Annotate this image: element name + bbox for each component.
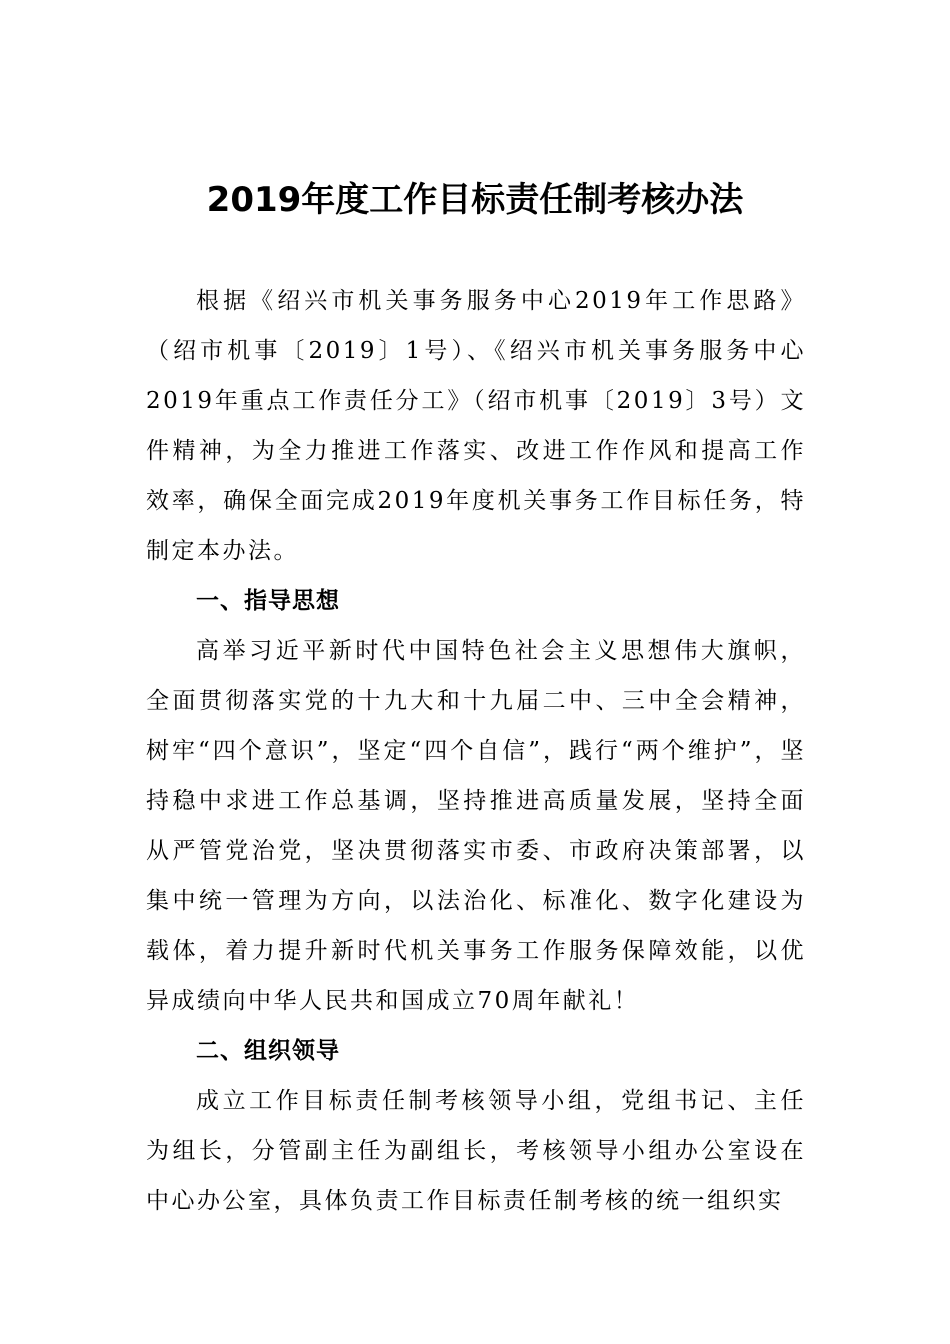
intro-paragraph: 根据《绍兴市机关事务服务中心2019年工作思路》（绍市机事〔2019〕1号）、《绍兴市机关事务服务中心2019年重点工作责任分工》（绍市机事〔2019〕3号）文件精神，为全力推进工作落实、改进工作作风和提高工作效率，确保全面完成2019年度机关事务工作目标任务，特制定本办法。 [146, 288, 806, 564]
section-paragraph-organization: 成立工作目标责任制考核领导小组，党组书记、主任为组长，分管副主任为副组长，考核领导小组办公室设在中心办公室，具体负责工作目标责任制考核的统一组织实 [146, 1088, 806, 1214]
document-body [146, 276, 806, 1226]
document-title: 2019年度工作目标责任制考核办法 [206, 180, 744, 220]
section-heading-guiding-ideology: 一、指导思想 [196, 588, 340, 614]
section-paragraph-guiding-ideology: 高举习近平新时代中国特色社会主义思想伟大旗帜，全面贯彻落实党的十九大和十九届二中、三中全会精神，树牢“四个意识”，坚定“四个自信”，践行“两个维护”，坚持稳中求进工作总基调，坚持推进高质量发展，坚持全面从严管党治党，坚决贯彻落实市委、市政府决策部署，以集中统一管理为方向，以法治化、标准化、数字化建设为载体，着力提升新时代机关事务工作服务保障效能，以优异成绩向中华人民共和国成立70周年献礼！ [146, 638, 806, 1014]
section-heading-organization: 二、组织领导 [196, 1038, 340, 1064]
